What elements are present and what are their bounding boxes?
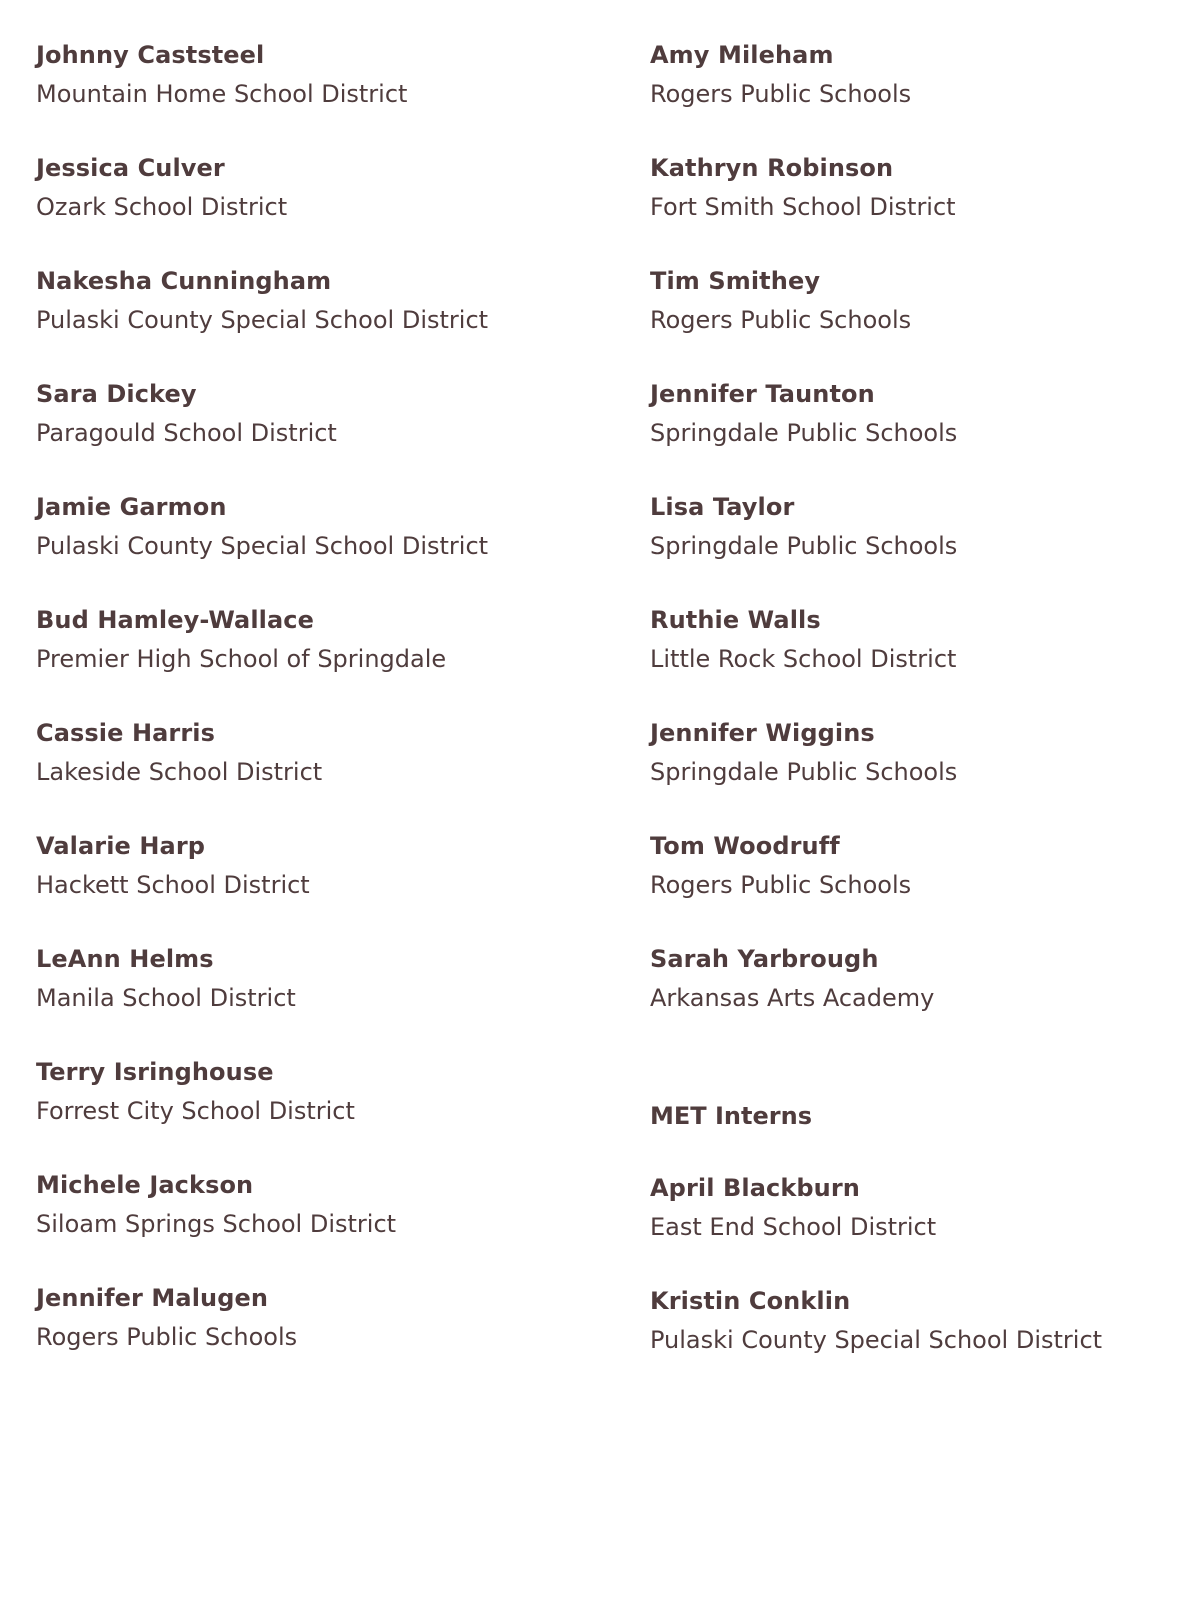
person-entry <box>650 378 1170 491</box>
person-entry <box>36 152 596 265</box>
person-name: Ruthie Walls <box>650 606 821 634</box>
person-organization: Manila School District <box>36 984 296 1012</box>
person-entry <box>650 717 1170 830</box>
person-name: Sara Dickey <box>36 380 197 408</box>
person-organization: Springdale Public Schools <box>650 758 958 786</box>
person-entry <box>36 717 596 830</box>
person-name: Jennifer Malugen <box>36 1284 269 1312</box>
person-name: Lisa Taylor <box>650 493 795 521</box>
person-name: LeAnn Helms <box>36 945 214 973</box>
person-entry <box>650 152 1170 265</box>
person-organization: Fort Smith School District <box>650 193 956 221</box>
person-entry <box>36 265 596 378</box>
person-entry <box>650 830 1170 943</box>
person-organization: Paragould School District <box>36 419 337 447</box>
person-organization: Little Rock School District <box>650 645 957 673</box>
person-organization: Ozark School District <box>36 193 288 221</box>
intern-entry <box>650 1172 1170 1285</box>
person-name: Jamie Garmon <box>36 493 227 521</box>
person-organization: Rogers Public Schools <box>650 871 912 899</box>
person-name: Kathryn Robinson <box>650 154 894 182</box>
person-entry <box>650 265 1170 378</box>
person-name: Tom Woodruff <box>650 832 840 860</box>
person-name: Jessica Culver <box>36 154 225 182</box>
intern-organization: Pulaski County Special School District <box>650 1326 1103 1354</box>
interns-heading: MET Interns <box>650 1102 812 1130</box>
person-entry <box>36 830 596 943</box>
person-organization: Siloam Springs School District <box>36 1210 397 1238</box>
person-organization: Springdale Public Schools <box>650 419 958 447</box>
person-organization: Premier High School of Springdale <box>36 645 447 673</box>
person-entry <box>36 1056 596 1169</box>
person-organization: Mountain Home School District <box>36 80 408 108</box>
person-organization: Lakeside School District <box>36 758 323 786</box>
person-name: Amy Mileham <box>650 41 834 69</box>
person-entry <box>36 1282 596 1395</box>
right-column <box>650 39 1170 1398</box>
person-name: Johnny Caststeel <box>36 41 265 69</box>
intern-name: April Blackburn <box>650 1174 860 1202</box>
person-organization: Springdale Public Schools <box>650 532 958 560</box>
person-name: Michele Jackson <box>36 1171 254 1199</box>
person-entry <box>36 39 596 152</box>
person-name: Sarah Yarbrough <box>650 945 879 973</box>
person-entry <box>650 604 1170 717</box>
person-organization: Hackett School District <box>36 871 310 899</box>
person-name: Cassie Harris <box>36 719 216 747</box>
person-entry <box>36 491 596 604</box>
person-name: Tim Smithey <box>650 267 821 295</box>
person-organization: Pulaski County Special School District <box>36 306 489 334</box>
left-column <box>36 39 596 1395</box>
person-entry <box>650 39 1170 152</box>
person-name: Jennifer Wiggins <box>650 719 875 747</box>
person-entry <box>36 378 596 491</box>
person-entry <box>36 1169 596 1282</box>
person-entry <box>36 943 596 1056</box>
person-name: Nakesha Cunningham <box>36 267 332 295</box>
person-entry <box>650 943 1170 1056</box>
person-organization: Forrest City School District <box>36 1097 355 1125</box>
person-organization: Rogers Public Schools <box>36 1323 298 1351</box>
person-organization: Arkansas Arts Academy <box>650 984 935 1012</box>
person-organization: Rogers Public Schools <box>650 306 912 334</box>
person-organization: Pulaski County Special School District <box>36 532 489 560</box>
person-entry <box>650 491 1170 604</box>
intern-entry <box>650 1285 1170 1398</box>
person-entry <box>36 604 596 717</box>
section-spacer <box>650 1132 1170 1172</box>
intern-name: Kristin Conklin <box>650 1287 851 1315</box>
person-name: Jennifer Taunton <box>650 380 875 408</box>
intern-organization: East End School District <box>650 1213 937 1241</box>
person-organization: Rogers Public Schools <box>650 80 912 108</box>
person-name: Bud Hamley-Wallace <box>36 606 314 634</box>
person-name: Valarie Harp <box>36 832 206 860</box>
section-spacer <box>650 1056 1170 1100</box>
person-name: Terry Isringhouse <box>36 1058 274 1086</box>
